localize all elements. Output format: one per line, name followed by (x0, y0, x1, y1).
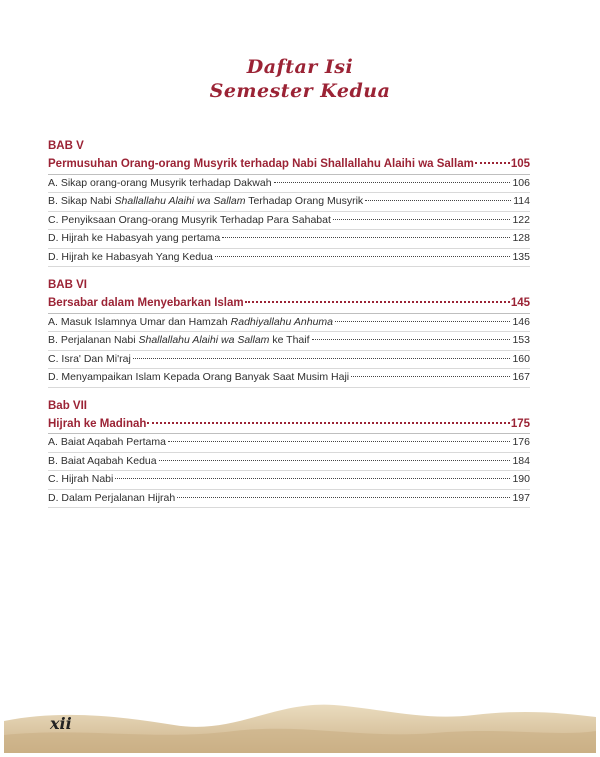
leader-dots (245, 300, 510, 303)
toc-entry[interactable] (48, 453, 530, 472)
toc-entry[interactable] (48, 332, 530, 351)
entry-text: C. Hijrah Nabi (48, 473, 114, 485)
entry-text: D. Hijrah ke Habasyah yang pertama (48, 232, 221, 244)
toc-section (48, 277, 530, 388)
bab-heading: BAB V (48, 140, 84, 152)
leader-dots (365, 199, 511, 201)
chapter-title: Hijrah ke Madinah (48, 417, 147, 430)
entry-text: C. Isra' Dan Mi'raj (48, 352, 131, 365)
toc-entry[interactable] (48, 490, 530, 509)
toc-subtitle: Semester Kedua (209, 80, 391, 102)
toc-title: Daftar Isi (246, 56, 354, 78)
entry-text: B. Sikap Nabi (48, 195, 115, 207)
entry-text: B. Perjalanan Nabi (48, 334, 139, 346)
leader-dots (215, 255, 511, 257)
leader-dots (333, 218, 511, 220)
entry-title (48, 351, 131, 369)
chapter-page: 175 (510, 417, 530, 430)
chapter-entry[interactable] (48, 416, 530, 435)
chapter-title: Bersabar dalam Menyebarkan Islam (48, 297, 244, 309)
leader-dots (177, 496, 510, 498)
chapter-page: 105 (510, 158, 530, 170)
entry-text: D. Menyampaikan Islam Kepada Orang Banyak Saat Musim Haji (48, 371, 350, 383)
toc-entry[interactable] (48, 193, 530, 212)
toc-entry[interactable] (48, 314, 530, 333)
leader-dots (115, 477, 510, 479)
leader-dots (168, 440, 511, 442)
page (4, 4, 596, 753)
entry-text: A. Masuk Islamnya Umar dan Hamzah (48, 315, 231, 328)
leader-dots (133, 357, 511, 359)
entry-page: 114 (513, 195, 530, 207)
entry-italic-text: Shallallahu Alaihi wa Sallam (138, 334, 270, 346)
chapter-entry[interactable] (48, 156, 530, 175)
entry-text-tail: Terhadap Orang Musyrik (245, 195, 364, 207)
entry-title (48, 471, 113, 489)
entry-page: 106 (512, 176, 530, 189)
entry-text: A. Baiat Aqabah Pertama (48, 436, 166, 448)
bab-heading: Bab VII (48, 399, 87, 412)
entry-title (48, 193, 363, 211)
entry-text: B. Baiat Aqabah Kedua (48, 454, 157, 467)
entry-title (48, 230, 220, 248)
toc-entry[interactable] (48, 175, 530, 194)
chapter-entry[interactable] (48, 295, 530, 314)
toc-entry[interactable] (48, 249, 530, 268)
toc-entry[interactable] (48, 212, 530, 231)
leader-dots (222, 236, 510, 238)
entry-title (48, 453, 157, 471)
leader-dots (147, 421, 509, 424)
entry-title (48, 249, 213, 267)
entry-title (48, 314, 333, 332)
entry-title (48, 175, 272, 193)
entry-page: 160 (512, 352, 530, 365)
leader-dots (159, 459, 511, 461)
leader-dots (475, 161, 510, 164)
entry-page: 146 (512, 315, 530, 328)
toc-entry[interactable] (48, 434, 530, 453)
entry-page: 167 (512, 371, 530, 383)
entry-italic-text: Radhiyallahu Anhuma (230, 315, 334, 328)
toc-entry[interactable] (48, 471, 530, 490)
entry-page: 184 (512, 454, 530, 467)
leader-dots (274, 181, 511, 183)
entry-title (48, 369, 349, 387)
toc-entry[interactable] (48, 230, 530, 249)
leader-dots (312, 338, 511, 340)
entry-page: 190 (512, 473, 530, 485)
entry-page: 197 (512, 491, 530, 504)
entry-page: 122 (512, 213, 530, 226)
entry-title (48, 212, 331, 230)
entry-title (48, 332, 310, 350)
entry-text: D. Dalam Perjalanan Hijrah (48, 491, 176, 504)
toc-section (48, 398, 530, 509)
leader-dots (351, 375, 510, 377)
chapter-title: Permusuhan Orang-orang Musyrik terhadap Nabi Shallallahu Alaihi wa Sallam (48, 158, 474, 170)
toc-entry[interactable] (48, 351, 530, 370)
toc-section (48, 138, 530, 267)
page-number: xii (50, 714, 72, 733)
leader-dots (335, 320, 510, 322)
entry-page: 153 (512, 334, 530, 346)
entry-title (48, 434, 166, 452)
entry-title (48, 490, 175, 508)
toc-entry[interactable] (48, 369, 530, 388)
entry-text: C. Penyiksaan Orang-orang Musyrik Terhadap Para Sahabat (48, 213, 331, 226)
entry-text: D. Hijrah ke Habasyah Yang Kedua (48, 250, 213, 263)
chapter-page: 145 (510, 297, 530, 309)
bab-heading: BAB VI (48, 279, 87, 291)
entry-page: 135 (512, 250, 530, 263)
entry-text-tail: ke Thaif (269, 334, 310, 346)
table-of-contents (48, 138, 530, 518)
entry-page: 176 (512, 436, 530, 448)
sand-footer-decoration (4, 691, 596, 753)
entry-text: A. Sikap orang-orang Musyrik terhadap Dakwah (48, 176, 272, 189)
entry-italic-text: Shallallahu Alaihi wa Sallam (114, 195, 246, 207)
entry-page: 128 (512, 232, 530, 244)
